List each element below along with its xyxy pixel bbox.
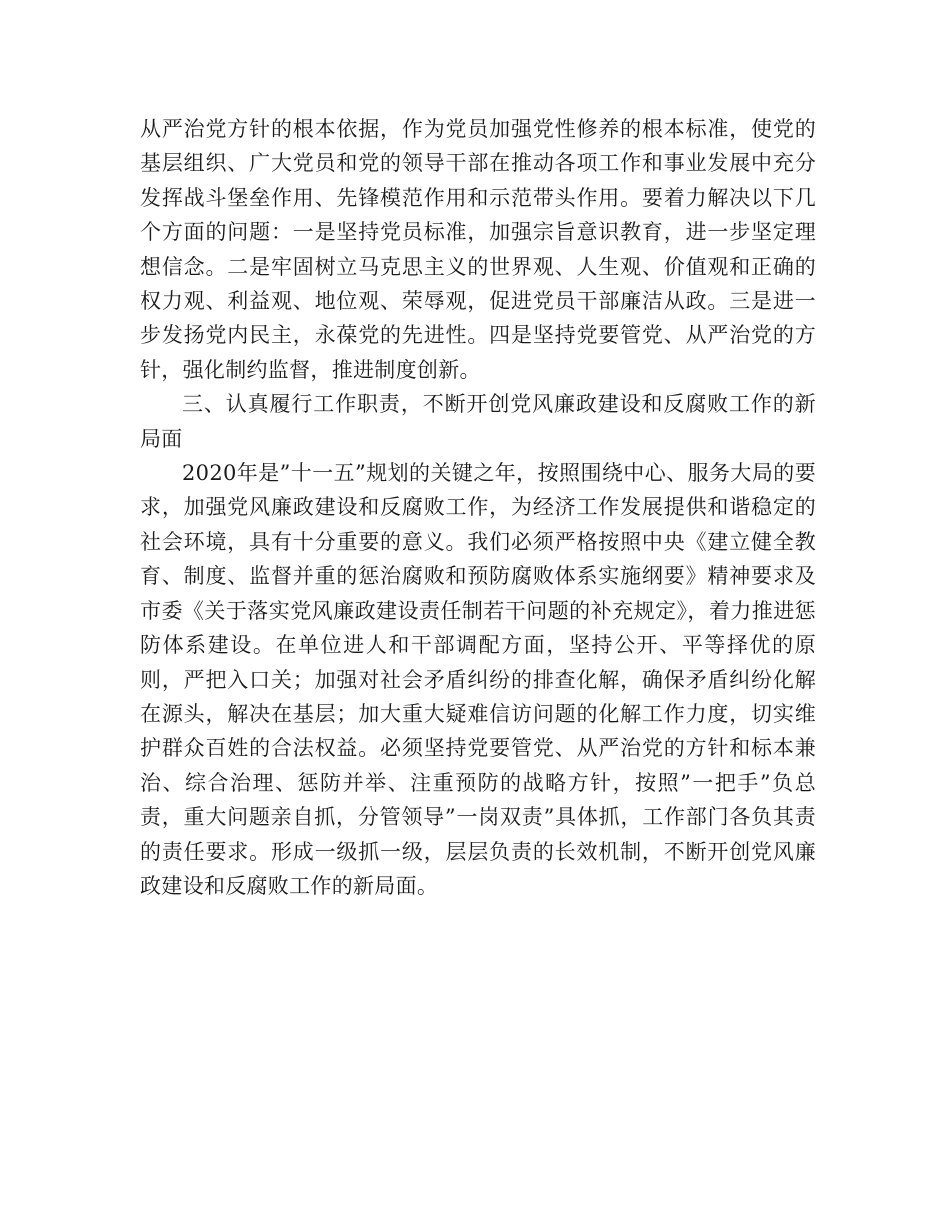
document-body — [140, 112, 816, 903]
paragraph-continuation: 从严治党方针的根本依据，作为党员加强党性修养的根本标准，使党的基层组织、广大党员和党的领导干部在推动各项工作和事业发展中充分发挥战斗堡垒作用、先锋模范作用和示范带头作用。要着力解决以下几个方面的问题：一是坚持党员标准，加强宗旨意识教育，进一步坚定理想信念。二是牢固树立马克思主义的世界观、人生观、价值观和正确的权力观、利益观、地位观、荣辱观，促进党员干部廉洁从政。三是进一步发扬党内民主，永葆党的先进性。四是坚持党要管党、从严治党的方针，强化制约监督，推进制度创新。 — [140, 117, 816, 382]
paragraph-body: 2020年是”十一五”规划的关键之年，按照围绕中心、服务大局的要求，加强党风廉政建设和反腐败工作，为经济工作发展提供和谐稳定的社会环境，具有十分重要的意义。我们必须严格按照中央《建立健全教育、制度、监督并重的惩治腐败和预防腐败体系实施纲要》精神要求及市委《关于落实党风廉政建设责任制若干问题的补充规定》，着力推进惩防体系建设。在单位进人和干部调配方面，坚持公开、平等择优的原则，严把入口关；加强对社会矛盾纠纷的排查化解，确保矛盾纠纷化解在源头，解决在基层；加大重大疑难信访问题的化解工作力度，切实维护群众百姓的合法权益。必须坚持党要管党、从严治党的方针和标本兼治、综合治理、惩防并举、注重预防的战略方针，按照”一把手”负总责，重大问题亲自抓，分管领导”一岗双责”具体抓，工作部门各负其责的责任要求。形成一级抓一级，层层负责的长效机制，不断开创党风廉政建设和反腐败工作的新局面。 — [140, 461, 816, 898]
section-heading: 三、认真履行工作职责，不断开创党风廉政建设和反腐败工作的新局面 — [140, 392, 816, 451]
